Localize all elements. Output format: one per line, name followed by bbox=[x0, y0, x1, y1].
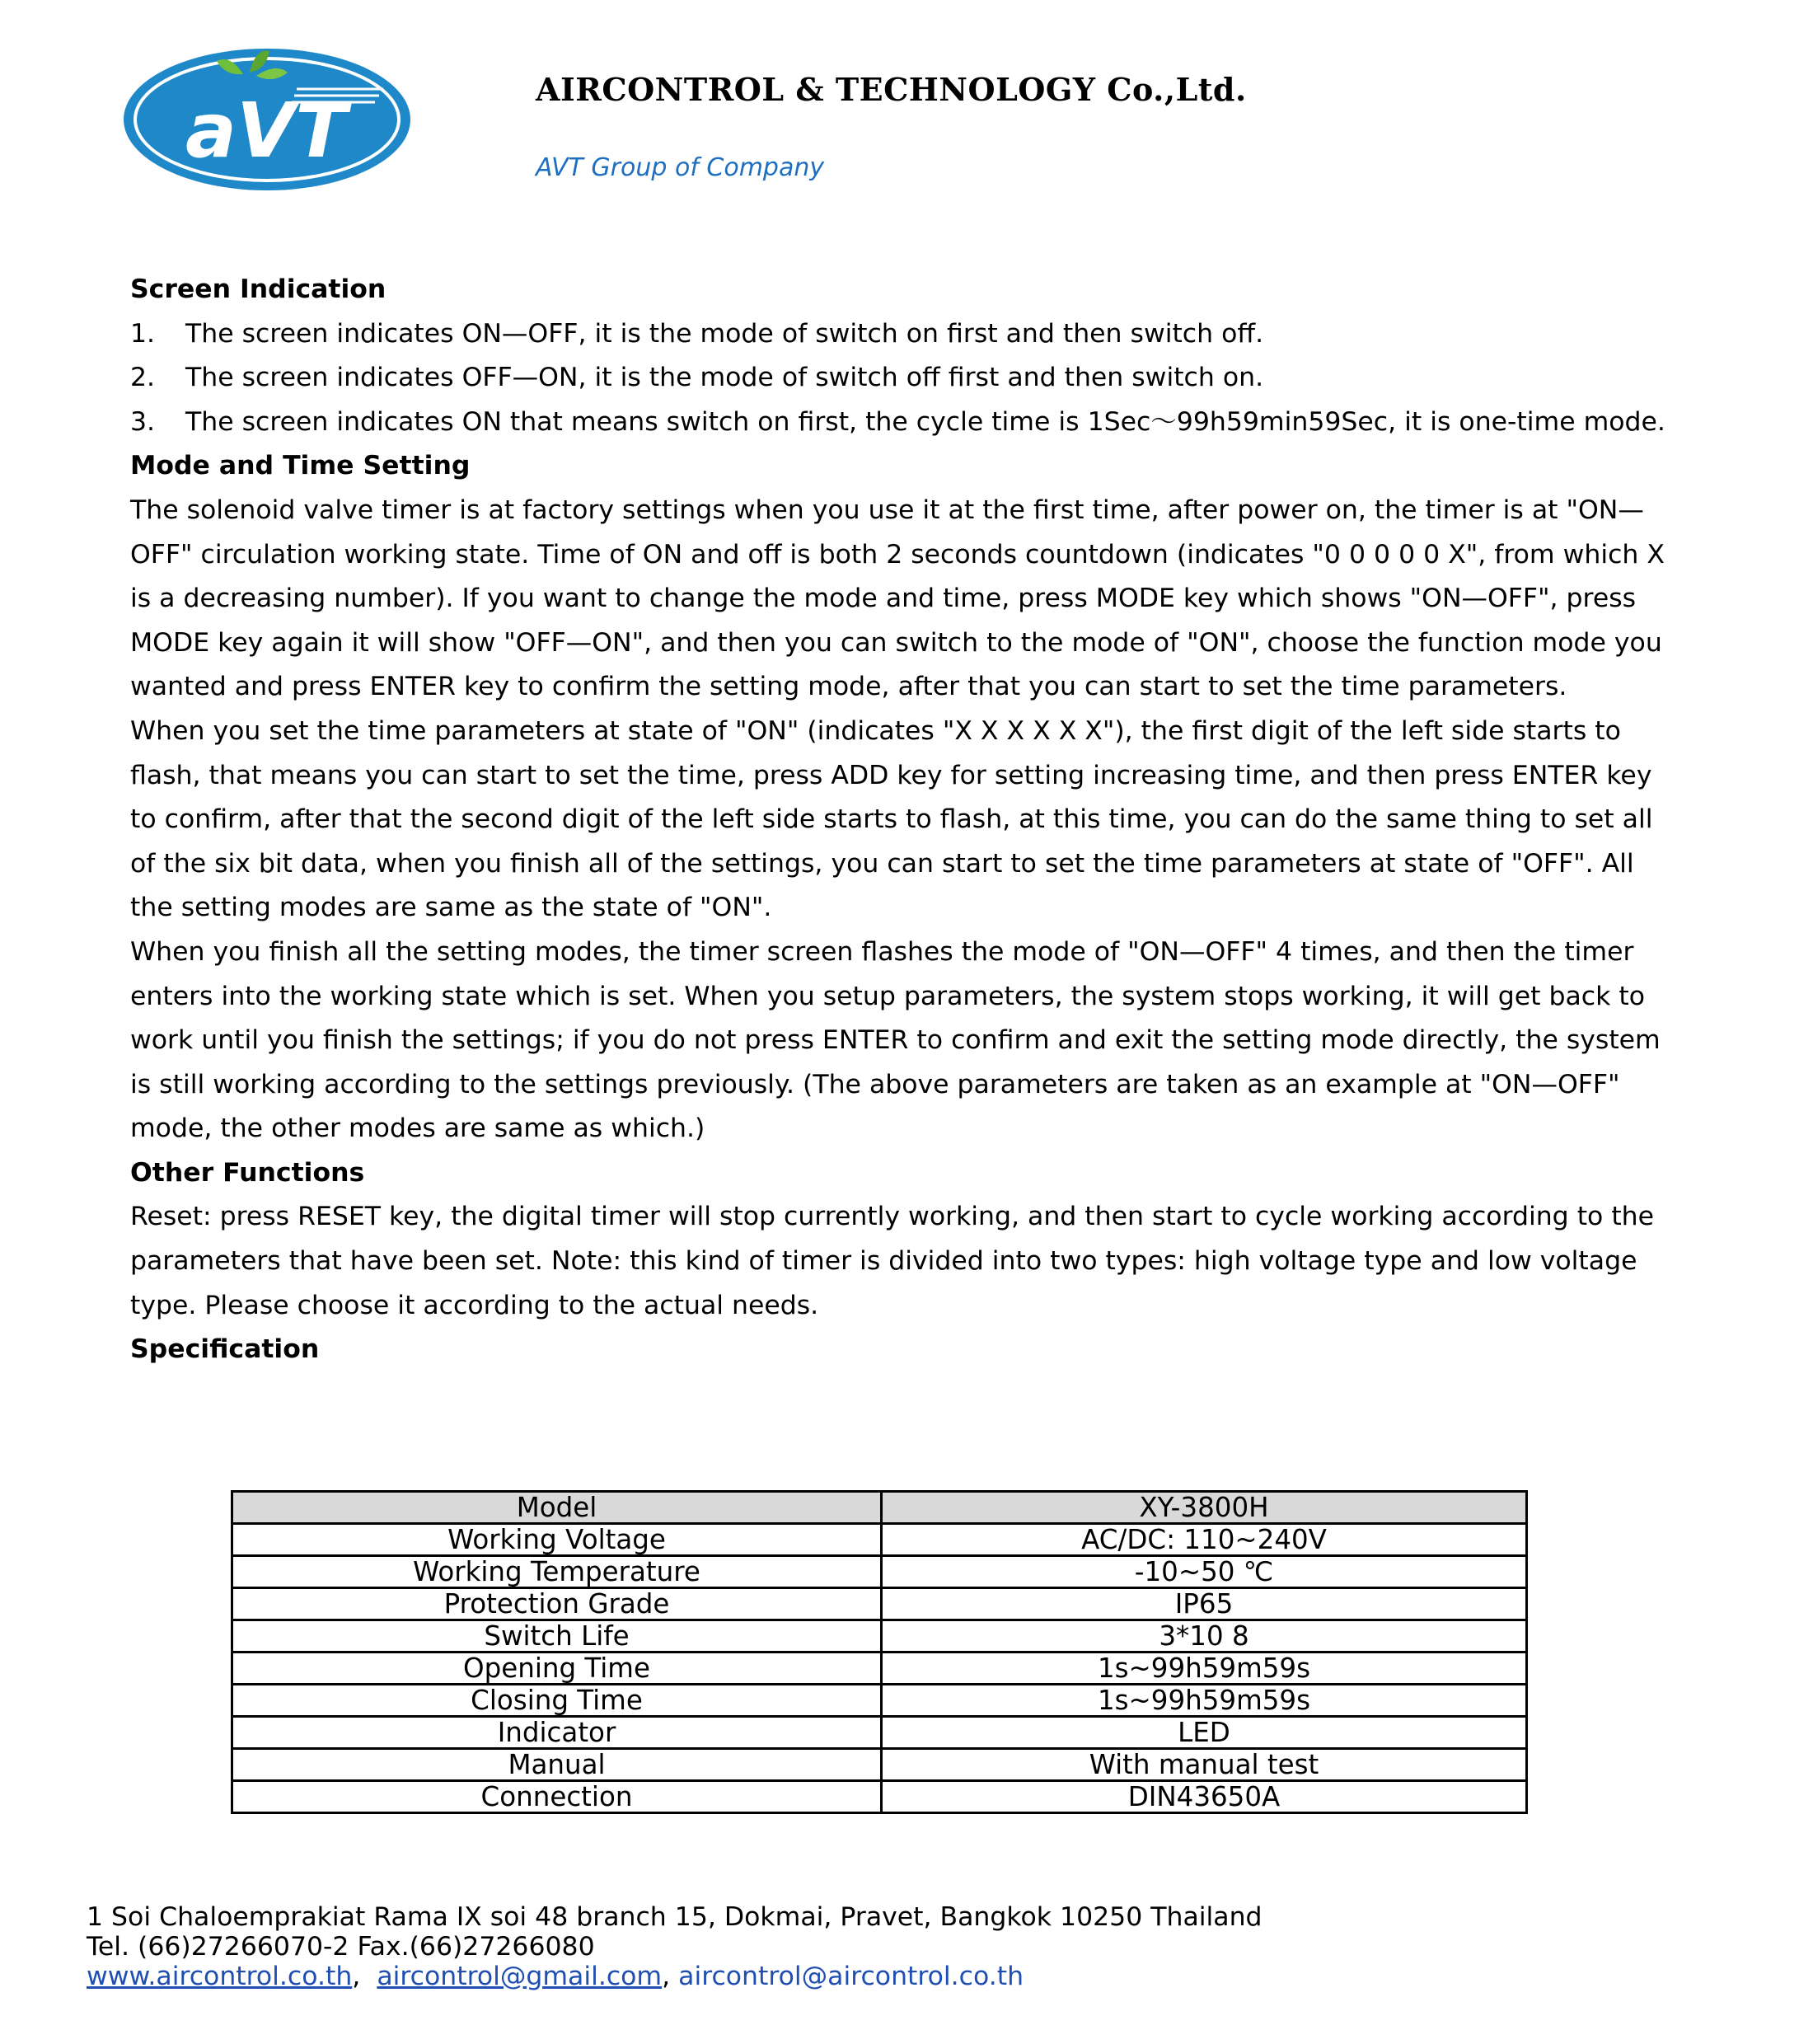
spec-value: XY-3800H bbox=[882, 1492, 1527, 1524]
list-number: 3. bbox=[130, 406, 156, 437]
spec-value: -10~50 ℃ bbox=[882, 1556, 1527, 1588]
table-row bbox=[232, 1717, 1527, 1749]
table-row bbox=[232, 1749, 1527, 1781]
spec-value: AC/DC: 110~240V bbox=[882, 1524, 1527, 1556]
list-text: The screen indicates ON that means switch on first, the cycle time is 1Sec～99h59min59Sec, it is one-time mode. bbox=[185, 406, 1665, 437]
paragraph: When you set the time parameters at state of "ON" (indicates "X X X X X X"), the first digit of the left side starts to flash, that means you can start to set the time, press ADD key for setting increasing time, and then press ENTER key to confirm, after that the second digit of the left side starts to flash, at this time, you can do the same thing to set all of the six bit data, when you finish all of the settings, you can start to set the time parameters at state of "OFF". All the setting modes are same as the state of "ON". bbox=[130, 715, 1653, 923]
section-title-mode-time: Mode and Time Setting bbox=[130, 451, 471, 481]
company-name: AIRCONTROL & TECHNOLOGY Co.,Ltd. bbox=[536, 71, 1247, 108]
logo-text: aVT bbox=[185, 87, 348, 175]
email-link[interactable]: aircontrol@gmail.com bbox=[377, 1962, 663, 1991]
table-row bbox=[232, 1492, 1527, 1524]
screen-indication-list bbox=[130, 312, 1679, 445]
link-separator: , bbox=[662, 1962, 671, 1991]
section-title-other-functions: Other Functions bbox=[130, 1157, 365, 1188]
list-item bbox=[130, 401, 1679, 445]
spec-key: Opening Time bbox=[232, 1653, 882, 1685]
table-row bbox=[232, 1524, 1527, 1556]
table-row bbox=[232, 1653, 1527, 1685]
table-row bbox=[232, 1556, 1527, 1588]
list-number: 1. bbox=[130, 318, 156, 349]
list-item bbox=[130, 312, 1679, 357]
list-number: 2. bbox=[130, 363, 156, 393]
list-text: The screen indicates OFF—ON, it is the mode of switch off first and then switch on. bbox=[185, 363, 1264, 393]
paragraph: When you finish all the setting modes, the timer screen flashes the mode of "ON—OFF" 4 times, and then the timer enters into the working state which is set. When you setup parameters, the system stops working, it will get back to work until you finish the settings; if you do not press ENTER to confirm and exit the setting mode directly, the system is still working according to the settings previously. (The above parameters are taken as an example at "ON—OFF" mode, the other modes are same as which.) bbox=[130, 936, 1661, 1144]
spec-value: 3*10 8 bbox=[882, 1620, 1527, 1653]
link-separator: , bbox=[352, 1962, 361, 1991]
spec-key: Working Voltage bbox=[232, 1524, 882, 1556]
list-item bbox=[130, 356, 1679, 401]
spec-key: Model bbox=[232, 1492, 882, 1524]
section-title-screen-indication: Screen Indication bbox=[130, 274, 386, 304]
table-row bbox=[232, 1781, 1527, 1813]
spec-value: DIN43650A bbox=[882, 1781, 1527, 1813]
spec-key: Closing Time bbox=[232, 1685, 882, 1717]
paragraph: The solenoid valve timer is at factory settings when you use it at the first time, after power on, the timer is at "ON—OFF" circulation working state. Time of ON and off is both 2 seconds countdown (indicates "0 0 0 0 0 X", from which X is a decreasing number). If you want to change the mode and time, press MODE key which shows "ON—OFF", press MODE key again it will show "OFF—ON", and then you can switch to the mode of "ON", choose the function mode you wanted and press ENTER key to confirm the setting mode, after that you can start to set the time parameters. bbox=[130, 495, 1665, 702]
spec-value: With manual test bbox=[882, 1749, 1527, 1781]
footer-address: 1 Soi Chaloemprakiat Rama IX soi 48 branch 15, Dokmai, Pravet, Bangkok 10250 Thailand bbox=[87, 1902, 1263, 1932]
company-logo bbox=[119, 40, 415, 196]
spec-value: 1s~99h59m59s bbox=[882, 1653, 1527, 1685]
spec-value: IP65 bbox=[882, 1588, 1527, 1620]
spec-value: 1s~99h59m59s bbox=[882, 1685, 1527, 1717]
document-body bbox=[130, 268, 1679, 1372]
spec-key: Switch Life bbox=[232, 1620, 882, 1653]
table-row bbox=[232, 1588, 1527, 1620]
spec-key: Protection Grade bbox=[232, 1588, 882, 1620]
table-row bbox=[232, 1685, 1527, 1717]
company-subtitle: AVT Group of Company bbox=[536, 153, 825, 182]
table-row bbox=[232, 1620, 1527, 1653]
footer bbox=[87, 1902, 1263, 1991]
spec-key: Manual bbox=[232, 1749, 882, 1781]
email-text: aircontrol@aircontrol.co.th bbox=[678, 1962, 1024, 1991]
paragraph: Reset: press RESET key, the digital timer will stop currently working, and then start to cycle working according to the parameters that have been set. Note: this kind of timer is divided into two types: high voltage type and low voltage type. Please choose it according to the actual needs. bbox=[130, 1202, 1655, 1320]
footer-links bbox=[87, 1962, 1263, 1991]
website-link[interactable]: www.aircontrol.co.th bbox=[87, 1962, 353, 1991]
spec-key: Indicator bbox=[232, 1717, 882, 1749]
spec-value: LED bbox=[882, 1717, 1527, 1749]
section-title-specification: Specification bbox=[130, 1334, 320, 1365]
list-text: The screen indicates ON—OFF, it is the mode of switch on first and then switch off. bbox=[185, 318, 1264, 349]
specification-table bbox=[231, 1490, 1528, 1814]
spec-key: Working Temperature bbox=[232, 1556, 882, 1588]
spec-key: Connection bbox=[232, 1781, 882, 1813]
footer-phone: Tel. (66)27266070-2 Fax.(66)27266080 bbox=[87, 1932, 595, 1962]
